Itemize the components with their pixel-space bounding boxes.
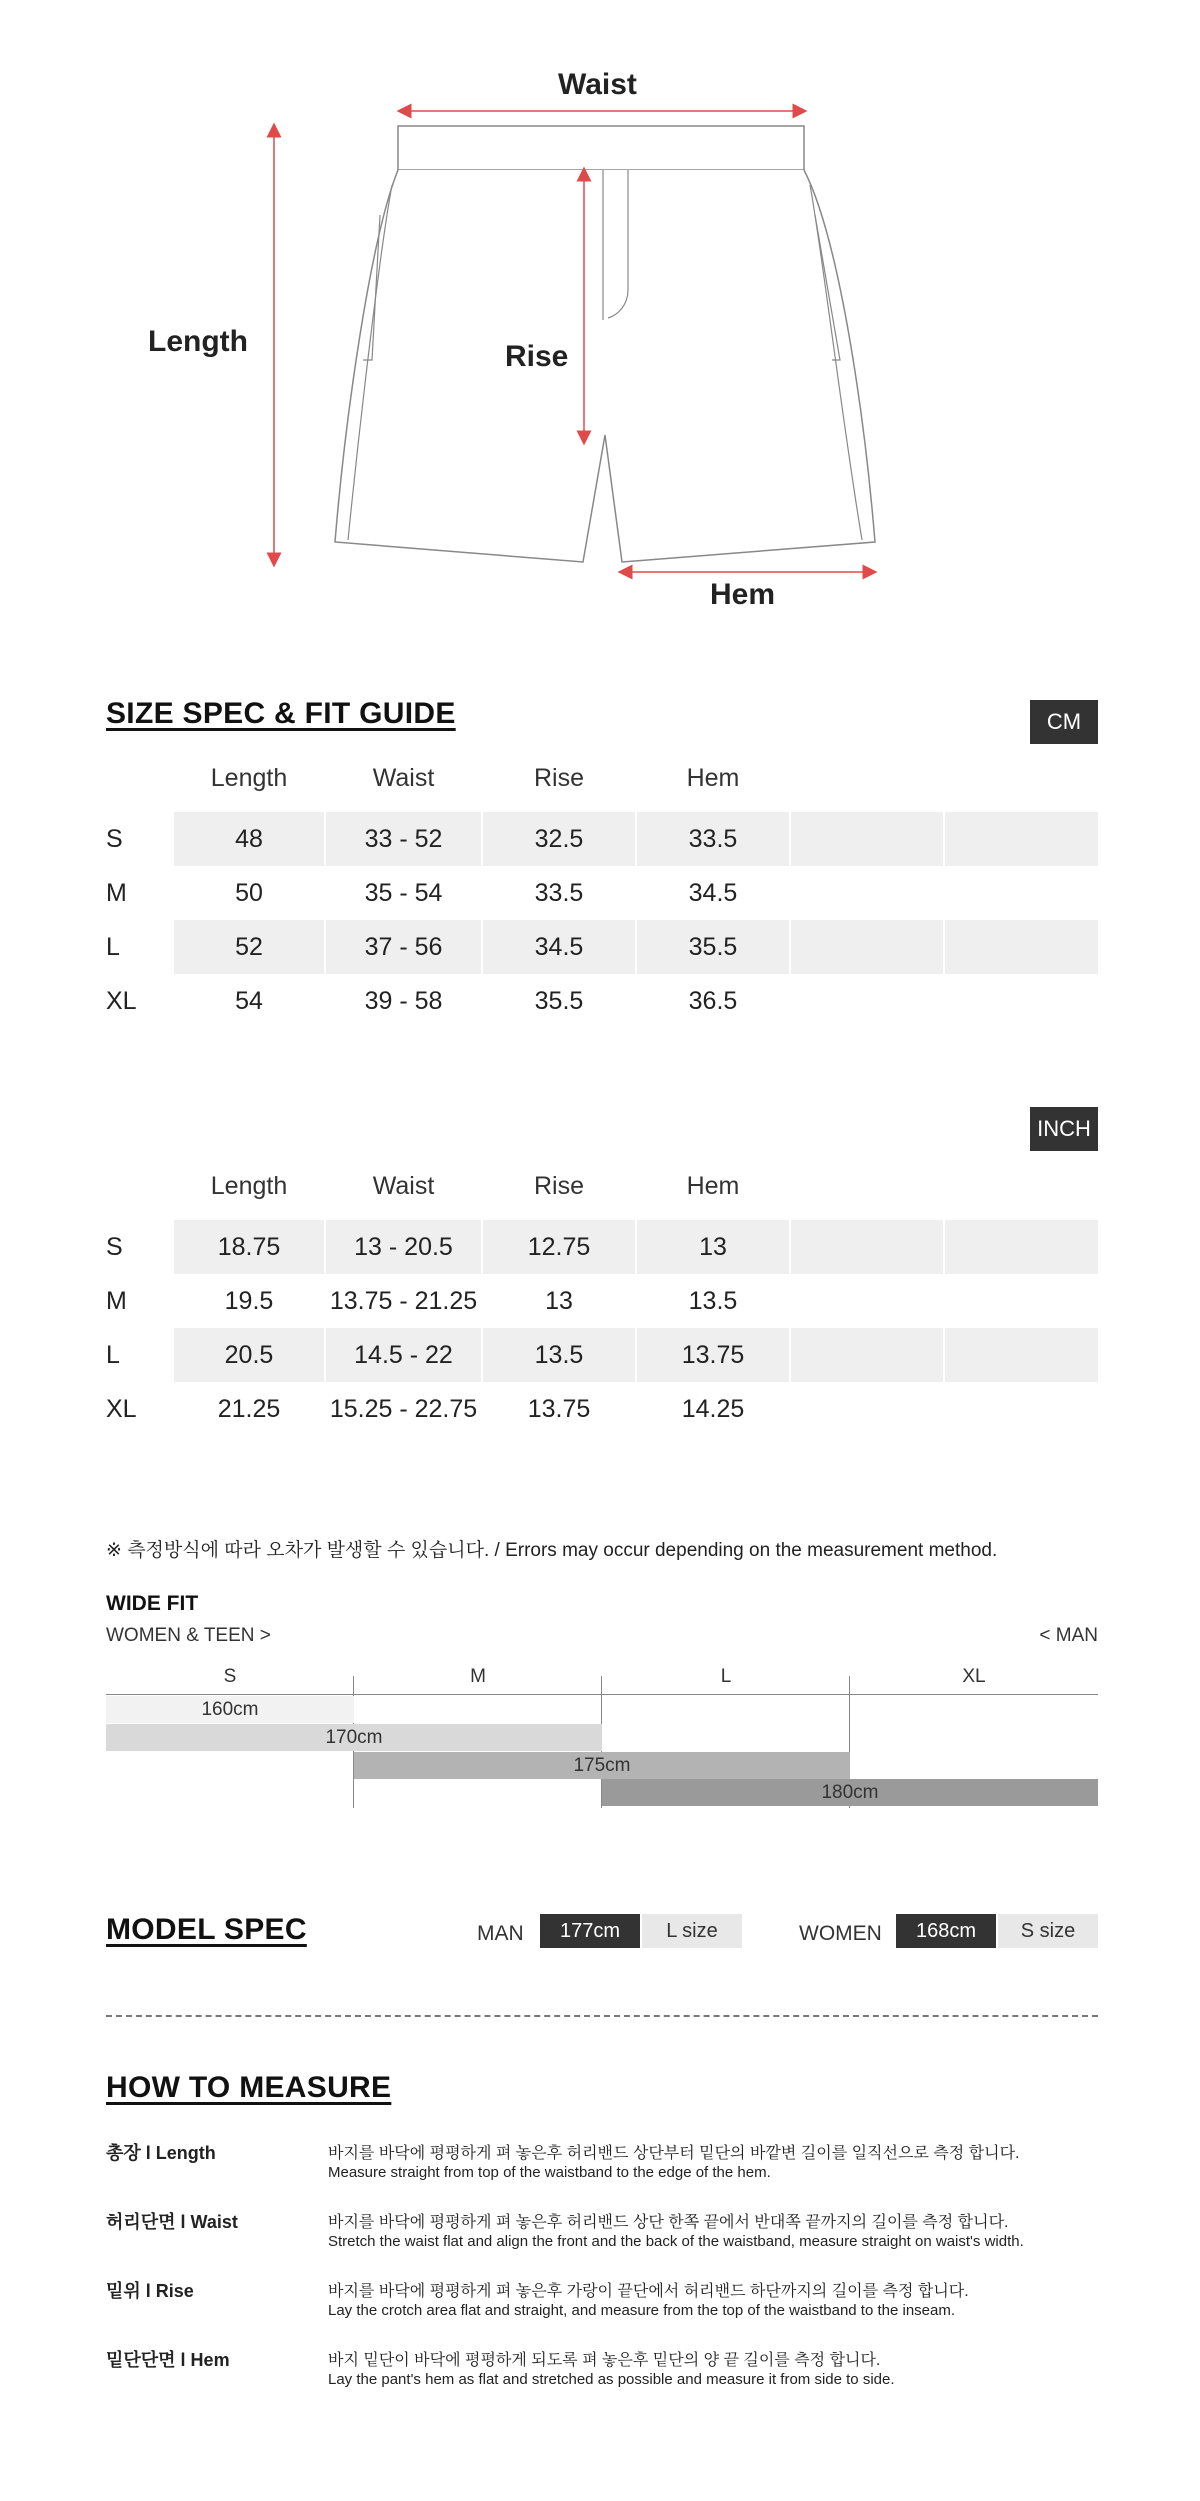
measure-desc-en: Lay the crotch area flat and straight, and measure from the top of the waistband to the inseam. [328, 2302, 956, 2319]
cell: 13.75 - 21.25 [329, 1287, 478, 1315]
empty-cell [791, 1328, 943, 1382]
cell: 48 [174, 812, 324, 866]
cell: 20.5 [174, 1328, 324, 1382]
waist-label: Waist [558, 68, 637, 101]
measure-term-rise: 밑위 l Rise [106, 2281, 194, 2301]
table-row [106, 1328, 1098, 1382]
rise-label: Rise [505, 340, 569, 373]
empty-cell [945, 1220, 1098, 1274]
cell: 13.5 [688, 1287, 738, 1315]
model-man-height: 177cm [540, 1914, 640, 1948]
unit-badge-cm: CM [1030, 700, 1098, 744]
empty-cell [945, 920, 1098, 974]
cell: 33.5 [637, 812, 789, 866]
measure-desc-en: Stretch the waist flat and align the front and the back of the waistband, measure straight on waist's width. [328, 2233, 1024, 2250]
cell: 33.5 [534, 879, 584, 907]
cell: 32.5 [483, 812, 635, 866]
size-label: M [106, 879, 127, 907]
table-row [106, 1382, 1098, 1436]
cell: 37 - 56 [326, 920, 481, 974]
length-label: Length [148, 325, 248, 358]
section-divider [106, 2015, 1098, 2017]
size-label: XL [106, 1395, 137, 1423]
size-label: L [106, 1341, 120, 1369]
cell: 18.75 [174, 1220, 324, 1274]
cell: 33 - 52 [326, 812, 481, 866]
col-header-length: Length [210, 764, 288, 792]
empty-cell [945, 812, 1098, 866]
fit-size-xl: XL [962, 1666, 986, 1687]
height-bar-160: 160cm [106, 1696, 354, 1723]
cell: 34.5 [688, 879, 738, 907]
col-header-rise: Rise [533, 764, 584, 792]
model-man-label: MAN [477, 1922, 524, 1945]
col-header-length: Length [210, 1172, 288, 1200]
empty-cell [791, 1220, 943, 1274]
size-label: L [106, 933, 120, 961]
cell: 13 [545, 1287, 573, 1315]
cell: 34.5 [483, 920, 635, 974]
fit-size-s: S [223, 1666, 237, 1687]
empty-cell [791, 812, 943, 866]
cell: 35 - 54 [364, 879, 443, 907]
fit-axis-line [106, 1694, 1098, 1695]
measure-desc-ko: 바지를 바닥에 평평하게 펴 놓은후 가랑이 끝단에서 허리밴드 하단까지의 길이를 측정 합니다. [328, 2283, 969, 2300]
measure-desc-ko: 바지 밑단이 바닥에 평평하게 되도록 펴 놓은후 밑단의 양 끝 길이를 측정 합니다. [328, 2352, 881, 2369]
size-spec-title: SIZE SPEC & FIT GUIDE [106, 697, 456, 730]
cell: 13 [637, 1220, 789, 1274]
cell: 14.25 [681, 1395, 745, 1423]
measure-term-hem: 밑단단면 l Hem [106, 2350, 230, 2370]
hem-label: Hem [710, 578, 776, 611]
cell: 15.25 - 22.75 [329, 1395, 478, 1423]
man-label: < MAN [1039, 1625, 1098, 1646]
model-women-label: WOMEN [799, 1922, 882, 1945]
table-row [106, 812, 1098, 866]
how-to-measure-title: HOW TO MEASURE [106, 2071, 392, 2104]
model-man-size: L size [642, 1914, 742, 1948]
height-bar-175: 175cm [354, 1752, 850, 1779]
cell: 12.75 [483, 1220, 635, 1274]
size-label: S [106, 1233, 123, 1261]
model-women-height: 168cm [896, 1914, 996, 1948]
fit-size-l: L [720, 1666, 732, 1687]
cell: 21.25 [217, 1395, 281, 1423]
model-women-size: S size [998, 1914, 1098, 1948]
model-spec-title: MODEL SPEC [106, 1913, 307, 1946]
table-row [106, 1274, 1098, 1328]
measurement-notice: ※ 측정방식에 따라 오차가 발생할 수 있습니다. / Errors may occur depending on the measurement method. [106, 1540, 998, 1561]
cell: 52 [174, 920, 324, 974]
measure-term-waist: 허리단면 l Waist [106, 2212, 238, 2232]
size-table-inch [106, 1166, 1098, 1436]
unit-badge-inch: INCH [1030, 1107, 1098, 1151]
measure-desc-en: Measure straight from top of the waistband to the edge of the hem. [328, 2164, 771, 2181]
empty-cell [791, 920, 943, 974]
measure-desc-ko: 바지를 바닥에 평평하게 펴 놓은후 허리밴드 상단 한쪽 끝에서 반대쪽 끝까지의 길이를 측정 합니다. [328, 2214, 1009, 2231]
col-header-rise: Rise [533, 1172, 584, 1200]
table-row [106, 1220, 1098, 1274]
table-row [106, 866, 1098, 920]
measurement-diagram [0, 0, 1200, 640]
table-row [106, 920, 1098, 974]
cell: 50 [235, 879, 263, 907]
cell: 35.5 [534, 987, 584, 1015]
measure-desc-en: Lay the pant's hem as flat and stretched as possible and measure it from side to side. [328, 2371, 895, 2388]
size-label: M [106, 1287, 127, 1315]
cell: 14.5 - 22 [326, 1328, 481, 1382]
col-header-waist: Waist [372, 764, 435, 792]
col-header-waist: Waist [372, 1172, 435, 1200]
cell: 35.5 [637, 920, 789, 974]
cell: 54 [235, 987, 263, 1015]
table-row [106, 974, 1098, 1028]
cell: 13.75 [637, 1328, 789, 1382]
fit-size-m: M [470, 1666, 486, 1687]
col-header-hem: Hem [686, 764, 740, 792]
height-bar-170: 170cm [106, 1724, 602, 1751]
height-bar-180: 180cm [602, 1779, 1098, 1806]
measure-desc-ko: 바지를 바닥에 평평하게 펴 놓은후 허리밴드 상단부터 밑단의 바깥변 길이를 일직선으로 측정 합니다. [328, 2145, 1020, 2162]
cell: 13 - 20.5 [326, 1220, 481, 1274]
cell: 13.5 [483, 1328, 635, 1382]
women-teen-label: WOMEN & TEEN > [106, 1625, 271, 1646]
size-label: S [106, 825, 123, 853]
empty-cell [945, 1328, 1098, 1382]
cell: 36.5 [688, 987, 738, 1015]
cell: 39 - 58 [364, 987, 443, 1015]
fit-title: WIDE FIT [106, 1592, 199, 1615]
size-table-cm [106, 758, 1098, 1028]
col-header-hem: Hem [686, 1172, 740, 1200]
measure-term-length: 총장 l Length [106, 2143, 216, 2163]
cell: 13.75 [527, 1395, 591, 1423]
cell: 19.5 [224, 1287, 274, 1315]
size-label: XL [106, 987, 137, 1015]
